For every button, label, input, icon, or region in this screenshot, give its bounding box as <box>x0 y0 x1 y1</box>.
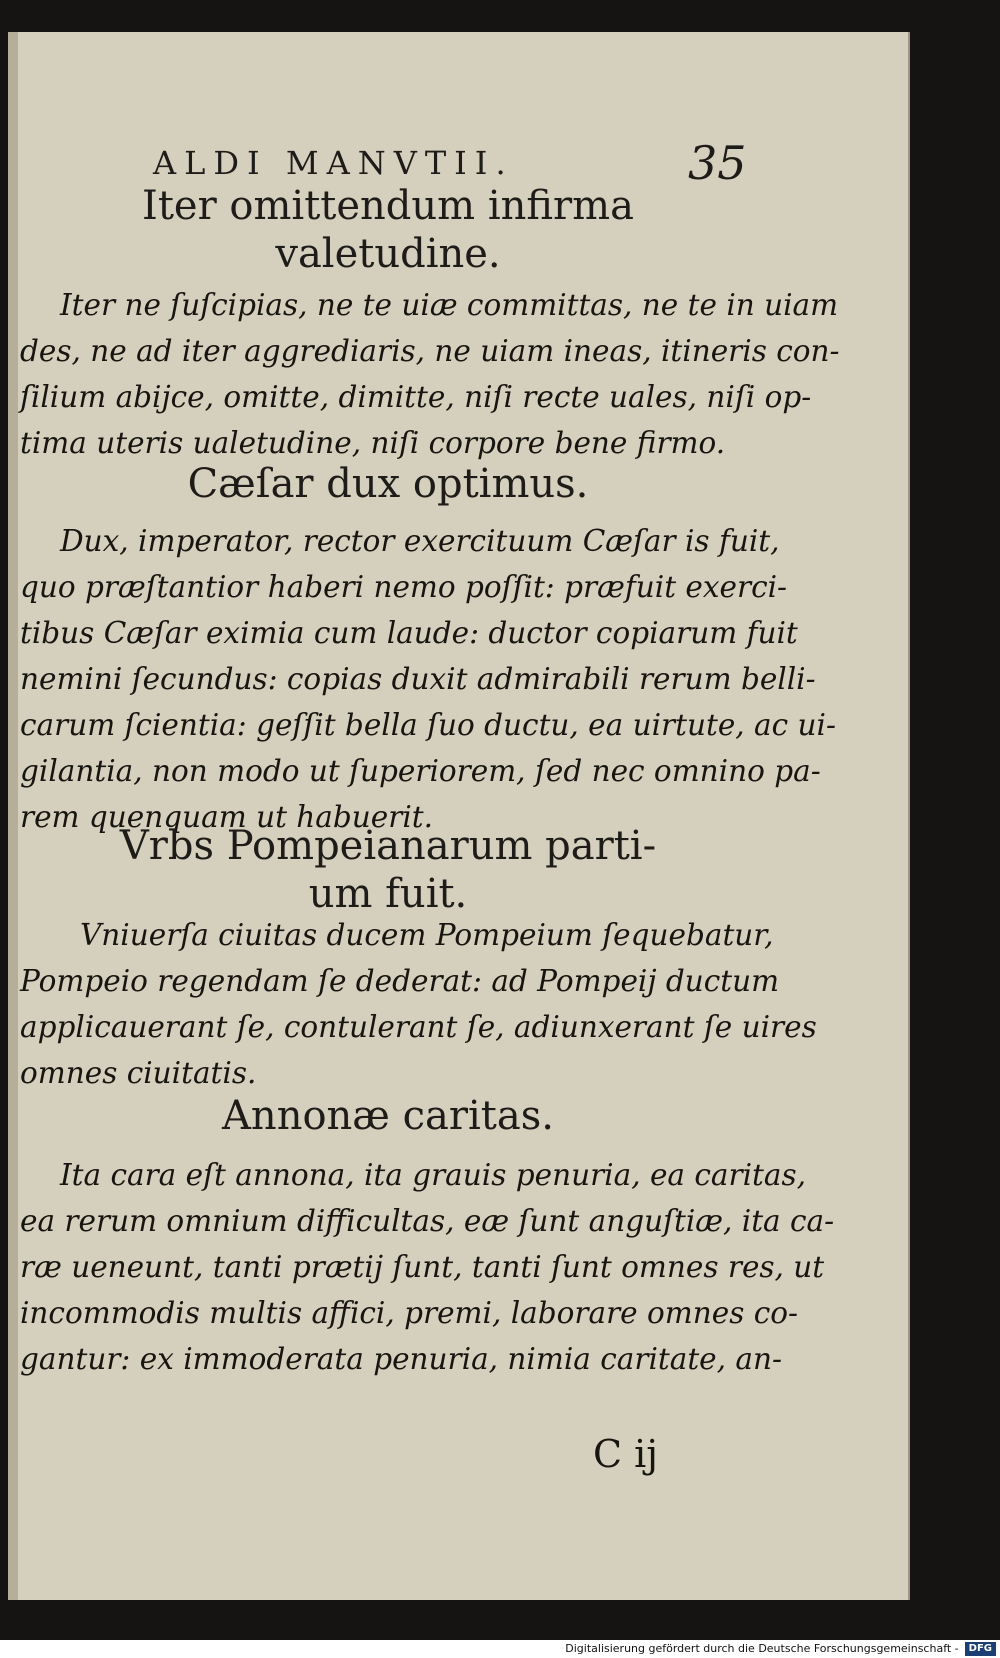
text-line: tima uteris ualetudine, niſi corpore bene firmo. <box>20 426 726 460</box>
text-line: ea rerum omnium difficultas, eæ ſunt anguſtiæ, ita ca- <box>20 1204 835 1238</box>
section-heading <box>8 460 768 508</box>
text-line: omnes ciuitatis. <box>20 1056 257 1090</box>
paragraph <box>20 282 840 466</box>
text-line: tibus Cæſar eximia cum laude: ductor copiarum fuit <box>20 616 798 650</box>
text-line: gilantia, non modo ut ſuperiorem, ſed nec omnino pa- <box>20 754 821 788</box>
text-line: ſilium abijce, omitte, dimitte, niſi recte uales, niſi op- <box>20 380 812 414</box>
heading-line: Annonæ caritas. <box>222 1093 554 1139</box>
book-page <box>8 32 910 1600</box>
dfg-logo: DFG <box>965 1642 996 1656</box>
text-line: Iter ne ſuſcipias, ne te uiæ committas, ne te in uiam <box>60 288 839 322</box>
text-line: nemini ſecundus: copias duxit admirabili rerum belli- <box>20 662 816 696</box>
text-line: carum ſcientia: geſſit bella ſuo ductu, ea uirtute, ac ui- <box>20 708 836 742</box>
text-line: Ita cara eſt annona, ita grauis penuria, ea caritas, <box>60 1158 806 1192</box>
heading-line: valetudine. <box>275 231 501 277</box>
heading-line: Iter omittendum infirma <box>142 183 634 229</box>
section-heading <box>8 822 768 918</box>
footer-bar <box>0 1640 1000 1658</box>
text-line: ræ ueneunt, tanti prætij ſunt, tanti ſunt omnes res, ut <box>20 1250 825 1284</box>
page-number: 35 <box>688 136 747 190</box>
text-line: rem quenquam ut habuerit. <box>20 800 433 834</box>
heading-line: um fuit. <box>308 871 468 917</box>
paragraph <box>20 912 817 1096</box>
text-line: des, ne ad iter aggrediaris, ne uiam ineas, itineris con- <box>20 334 840 368</box>
text-line: Pompeio regendam ſe dederat: ad Pompeij ductum <box>20 964 780 998</box>
section-heading <box>8 1092 768 1140</box>
text-line: Dux, imperator, rector exercituum Cæſar is fuit, <box>60 524 780 558</box>
text-line: Vniuerſa ciuitas ducem Pompeium ſequebatur, <box>80 918 774 952</box>
text-line: incommodis multis affici, premi, laborare omnes co- <box>20 1296 798 1330</box>
section-heading <box>8 182 768 278</box>
heading-line: Vrbs Pompeianarum parti- <box>119 823 657 869</box>
running-header: ALDI MANVTII. <box>153 144 514 182</box>
text-line: gantur: ex immoderata penuria, nimia caritate, an- <box>20 1342 782 1376</box>
footer-text: Digitalisierung gefördert durch die Deutsche Forschungsgemeinschaft - <box>565 1642 959 1655</box>
heading-line: Cæſar dux optimus. <box>187 461 589 507</box>
signature-mark: C ij <box>593 1432 659 1476</box>
paragraph <box>20 1152 835 1382</box>
text-line: applicauerant ſe, contulerant ſe, adiunxerant ſe uires <box>20 1010 817 1044</box>
paragraph <box>20 518 836 840</box>
text-line: quo præſtantior haberi nemo poſſit: præfuit exerci- <box>20 570 787 604</box>
